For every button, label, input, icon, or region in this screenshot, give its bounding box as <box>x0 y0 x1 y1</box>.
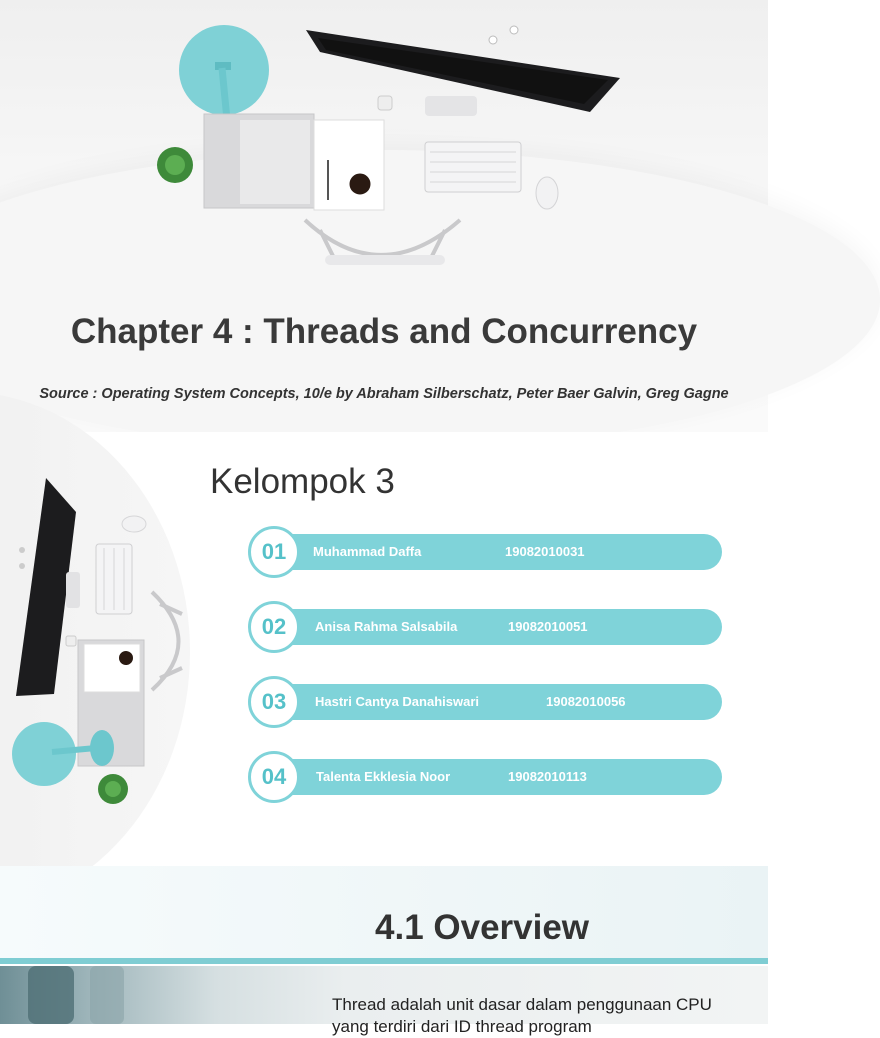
mouse-icon <box>536 177 558 209</box>
earphones-icon <box>489 26 518 44</box>
member-row <box>248 526 722 578</box>
slide-title-text: Chapter 4 : Threads and Concurrency <box>70 312 698 351</box>
slide-overview <box>0 866 768 1036</box>
desk-illustration <box>0 0 768 300</box>
member-number: 04 <box>248 751 300 803</box>
member-name: Anisa Rahma Salsabila <box>315 619 458 634</box>
source-citation: Source : Operating System Concepts, 10/e by Abraham Silberschatz, Peter Baer Galvin, Greg Gagne <box>39 386 729 402</box>
member-number: 02 <box>248 601 300 653</box>
slide-group <box>0 432 768 864</box>
slide-title <box>0 0 768 432</box>
coffee-cup-icon <box>118 650 134 666</box>
chair-icon <box>305 220 460 260</box>
coffee-cup-icon <box>348 172 372 196</box>
member-name: Hastri Cantya Danahiswari <box>315 694 480 709</box>
member-number: 03 <box>248 676 300 728</box>
member-nim: 19082010056 <box>546 694 626 709</box>
plant-icon <box>157 147 193 183</box>
keyboard-icon <box>96 544 132 614</box>
desk-illustration-side <box>0 432 200 864</box>
member-nim: 19082010113 <box>508 769 587 784</box>
keyboard-icon <box>425 142 521 192</box>
group-title: Kelompok 3 <box>210 462 395 501</box>
chair-icon <box>152 592 182 690</box>
member-nim: 19082010031 <box>505 544 585 559</box>
overview-body-text: Thread adalah unit dasar dalam penggunaan CPU yang terdiri dari ID thread program <box>332 995 712 1036</box>
lamp-head-icon <box>90 730 114 766</box>
member-row <box>248 676 722 728</box>
member-nim: 19082010051 <box>508 619 588 634</box>
member-number: 01 <box>248 526 300 578</box>
plant-icon <box>98 774 128 804</box>
mouse-icon <box>122 516 146 532</box>
member-name: Talenta Ekklesia Noor <box>316 769 451 784</box>
member-row <box>248 601 722 653</box>
member-name: Muhammad Daffa <box>313 544 422 559</box>
member-row <box>248 751 722 803</box>
bottle-icon <box>0 966 140 1024</box>
lamp-base-icon <box>12 722 76 786</box>
overview-title: 4.1 Overview <box>375 908 590 947</box>
